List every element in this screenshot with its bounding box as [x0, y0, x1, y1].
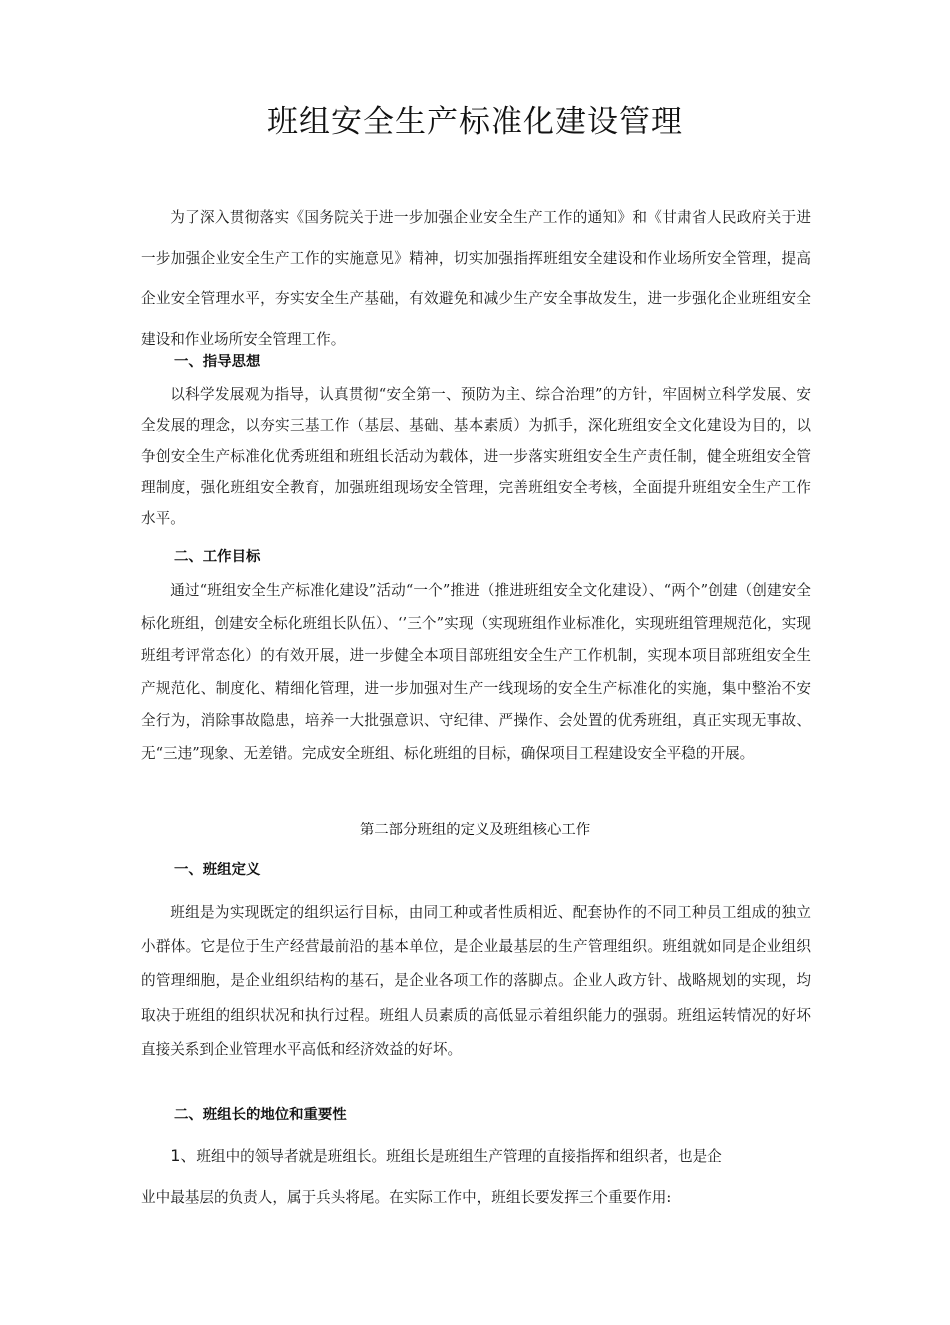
- list-item-number: 1、: [170, 1146, 197, 1165]
- section-body-team-definition: 班组是为实现既定的组织运行目标，由同工种或者性质相近、配套协作的不同工种员工组成的独立小群体。它是位于生产经营最前沿的基本单位，是企业最基层的生产管理组织。班组就如同是企业组织的管理细胞，是企业组织结构的基石，是企业各项工作的落脚点。企业人政方针、战略规划的实现，均取决于班组的组织状况和执行过程。班组人员素质的高低显示着组织能力的强弱。班组运转情况的好坏直接关系到企业管理水平高低和经济效益的好坏。: [141, 904, 811, 1058]
- list-item-text: 班组中的领导者就是班组长。班组长是班组生产管理的直接指挥和组织者，也是企: [196, 1148, 722, 1165]
- part-two-heading: 第二部分班组的定义及班组核心工作: [359, 822, 591, 838]
- intro-paragraph: 为了深入贯彻落实《国务院关于进一步加强企业安全生产工作的通知》和《甘肃省人民政府关于进一步加强企业安全生产工作的实施意见》精神，切实加强指挥班组安全建设和作业场所安全管理，提高企业安全管理水平，夯实安全生产基础，有效避免和减少生产安全事故发生，进一步强化企业班组安全建设和作业场所安全管理工作。: [141, 209, 811, 348]
- section-body-work-goals: 通过“班组安全生产标准化建设”活动“一个”推进（推进班组安全文化建设）、“两个”创建（创建安全标化班组，创建安全标化班组长队伍）、‘’三个”实现（实现班组作业标准化，实现班组管理规范化，实现班组考评常态化）的有效开展，进一步健全本项目部班组安全生产工作机制，实现本项目部班组安全生产规范化、制度化、精细化管理，进一步加强对生产一线现场的安全生产标准化的实施，集中整治不安全行为，消除事故隐患，培养一大批强意识、守纪律、严操作、会处置的优秀班组，真正实现无事故、无“三违”现象、无差错。完成安全班组、标化班组的目标，确保项目工程建设安全平稳的开展。: [141, 582, 811, 762]
- list-item-1-line-1: [141, 1140, 811, 1172]
- section-body-guiding-ideology: 以科学发展观为指导，认真贯彻“安全第一、预防为主、综合治理”的方针，牢固树立科学发展、安全发展的理念，以夯实三基工作（基层、基础、基本素质）为抓手，深化班组安全文化建设为目的，以争创安全生产标准化优秀班组和班组长活动为载体，进一步落实班组安全生产责任制，健全班组安全管理制度，强化班组安全教育，加强班组现场安全管理，完善班组安全考核，全面提升班组安全生产工作水平。: [141, 386, 811, 527]
- section-heading-work-goals: 二、工作目标: [174, 549, 261, 565]
- section-heading-team-definition: 一、班组定义: [174, 862, 261, 878]
- document-title: 班组安全生产标准化建设管理: [267, 104, 683, 140]
- list-item-1-line-2: 业中最基层的负责人，属于兵头将尾。在实际工作中，班组长要发挥三个重要作用:: [141, 1189, 672, 1206]
- section-heading-team-leader-role: 二、班组长的地位和重要性: [174, 1107, 347, 1123]
- section-heading-guiding-ideology: 一、指导思想: [174, 354, 261, 370]
